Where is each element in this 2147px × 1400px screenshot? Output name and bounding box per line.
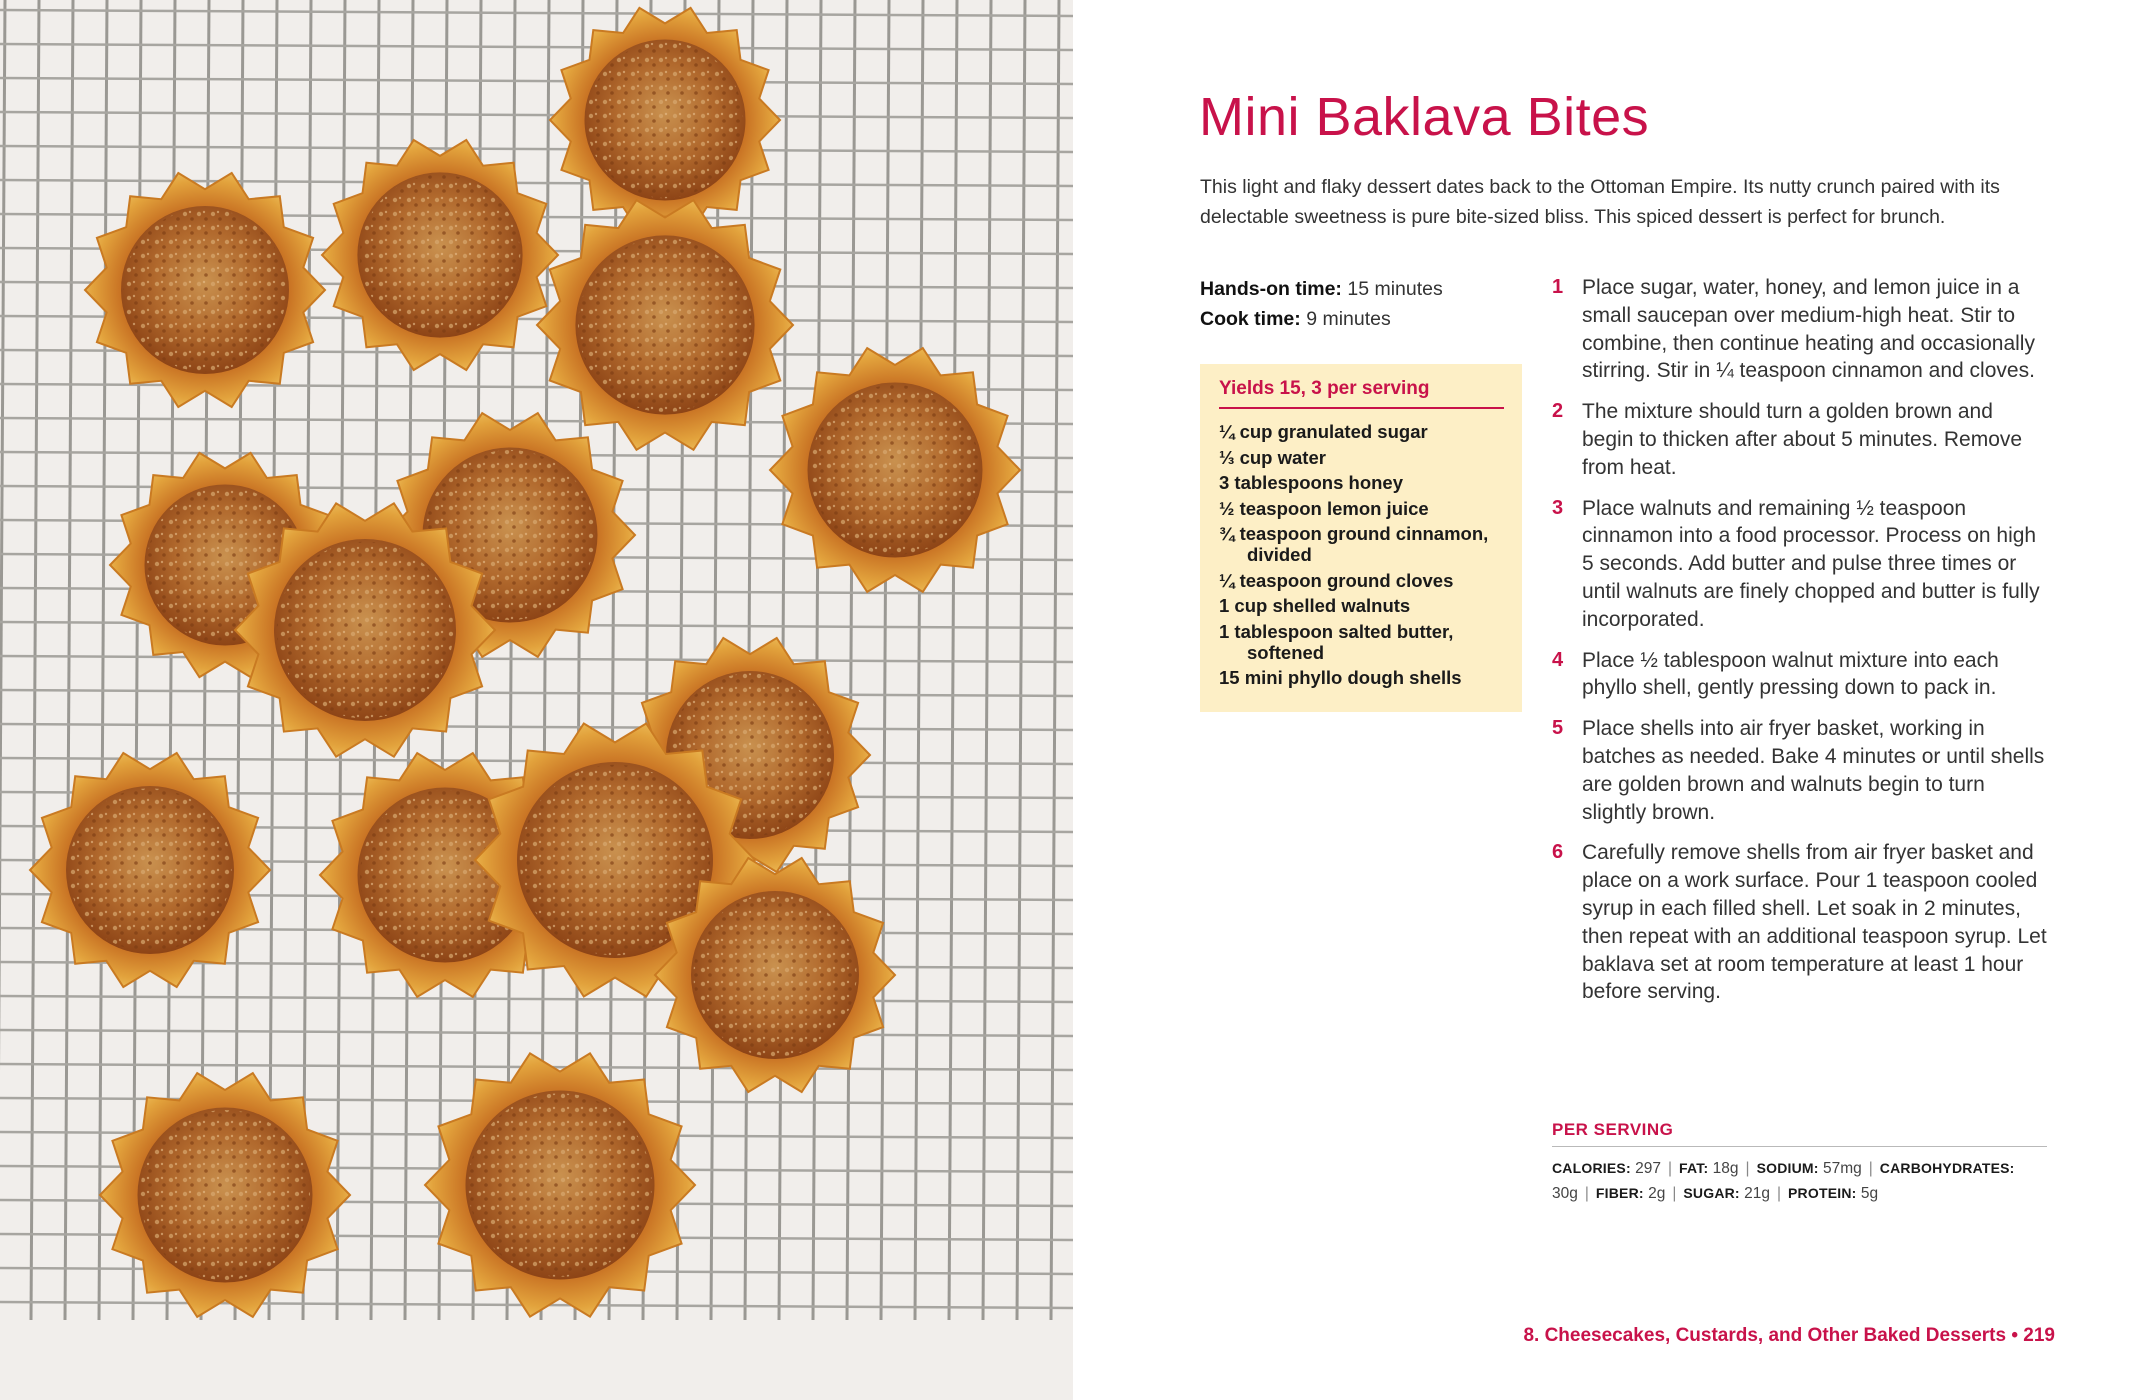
step-item bbox=[1552, 839, 2047, 1006]
separator: | bbox=[1776, 1185, 1782, 1202]
step-number: 2 bbox=[1552, 400, 1564, 423]
recipe-times bbox=[1200, 274, 1443, 334]
step-item bbox=[1552, 647, 2047, 703]
cook-value: 9 minutes bbox=[1306, 308, 1391, 330]
cook-label: Cook time: bbox=[1200, 308, 1301, 330]
step-text: Place walnuts and remaining ½ teaspoon cinnamon into a food processor. Process on high 5 seconds. Add butter and pulse three times or until walnuts are finely chopped and butter is fully incorporated. bbox=[1582, 496, 2040, 631]
step-item bbox=[1552, 495, 2047, 634]
sugar-value: 21g bbox=[1744, 1185, 1770, 1202]
yield-heading: Yields 15, 3 per serving bbox=[1219, 378, 1504, 409]
page-footer bbox=[1523, 1325, 2055, 1347]
calories-label: CALORIES: bbox=[1552, 1160, 1631, 1176]
ingredient-item: 1 cup shelled walnuts bbox=[1219, 595, 1411, 616]
calories-value: 297 bbox=[1635, 1160, 1661, 1177]
step-text: Place ½ tablespoon walnut mixture into each phyllo shell, gently pressing down to pack in. bbox=[1582, 648, 1999, 700]
page-number: 219 bbox=[2023, 1325, 2055, 1346]
recipe-title: Mini Baklava Bites bbox=[1199, 87, 1650, 147]
chapter-title: 8. Cheesecakes, Custards, and Other Baked Desserts bbox=[1523, 1325, 2007, 1346]
recipe-intro: This light and flaky dessert dates back to the Ottoman Empire. Its nutty crunch paired with its delectable sweetness is pure bite-sized bliss. This spiced dessert is perfect for brunch. bbox=[1200, 176, 2000, 228]
ingredient-item: ¾ teaspoon ground cinnamon, divided bbox=[1219, 523, 1489, 565]
nutrition-values bbox=[1552, 1156, 2047, 1206]
ingredient-item: 15 mini phyllo dough shells bbox=[1219, 667, 1462, 688]
hands-on-time bbox=[1200, 274, 1443, 304]
sodium-value: 57mg bbox=[1822, 1160, 1862, 1177]
ingredient-item: ¼ teaspoon ground cloves bbox=[1219, 569, 1454, 591]
footer-bullet: • bbox=[2011, 1325, 2019, 1346]
ingredient-item: 3 tablespoons honey bbox=[1219, 472, 1404, 493]
step-item bbox=[1552, 274, 2047, 385]
step-text: Place shells into air fryer basket, working in batches as needed. Bake 4 minutes or until shells are golden brown and walnuts begin to turn slightly brown. bbox=[1582, 717, 2045, 824]
step-item bbox=[1552, 398, 2047, 481]
carbohydrates-value: 30g bbox=[1552, 1185, 1578, 1202]
hands-on-label: Hands-on time: bbox=[1200, 278, 1342, 300]
baklava-photo-art bbox=[0, 0, 1073, 1400]
ingredient-list bbox=[1219, 421, 1504, 688]
separator: | bbox=[1745, 1160, 1750, 1177]
ingredient-item: ¼ cup granulated sugar bbox=[1219, 421, 1428, 442]
separator: | bbox=[1868, 1160, 1873, 1177]
nutrition-info bbox=[1552, 1120, 2047, 1206]
fiber-value: 2g bbox=[1648, 1185, 1666, 1202]
carbohydrates-label: CARBOHYDRATES: bbox=[1879, 1160, 2015, 1176]
step-number: 5 bbox=[1552, 717, 1564, 740]
step-number: 3 bbox=[1552, 496, 1564, 519]
ingredient-item: ½ teaspoon lemon juice bbox=[1219, 497, 1429, 519]
step-number: 4 bbox=[1552, 648, 1564, 671]
step-text: Place sugar, water, honey, and lemon juice in a small saucepan over medium-high heat. Stir to combine, then continue heating and occasionally stirring. Stir in ¼ teaspoon cinnamon and cloves. bbox=[1582, 276, 2035, 383]
step-text: The mixture should turn a golden brown and begin to thicken after about 5 minutes. Remove from heat. bbox=[1582, 400, 2023, 479]
step-item bbox=[1552, 715, 2047, 826]
baklava-photo bbox=[0, 0, 1073, 1400]
instruction-steps bbox=[1552, 274, 2047, 1019]
fat-value: 18g bbox=[1712, 1160, 1739, 1177]
protein-value: 5g bbox=[1860, 1185, 1879, 1202]
separator: | bbox=[1668, 1160, 1673, 1177]
ingredient-item: 1 tablespoon salted butter, softened bbox=[1219, 620, 1454, 663]
sodium-label: SODIUM: bbox=[1756, 1160, 1819, 1176]
ingredients-box bbox=[1200, 364, 1522, 712]
hands-on-value: 15 minutes bbox=[1347, 278, 1443, 300]
ingredient-item: ⅓ cup water bbox=[1219, 446, 1326, 468]
step-number: 1 bbox=[1552, 276, 1564, 298]
fiber-label: FIBER: bbox=[1595, 1185, 1644, 1201]
separator: | bbox=[1672, 1185, 1677, 1202]
protein-label: PROTEIN: bbox=[1788, 1185, 1857, 1201]
step-text: Carefully remove shells from air fryer basket and place on a work surface. Pour 1 teaspoon cooled syrup in each filled shell. Let soak in 2 minutes, then repeat with an additional teaspoon syrup. Let baklava set at room temperature at least 1 hour before serving. bbox=[1582, 841, 2047, 1004]
sugar-label: SUGAR: bbox=[1683, 1185, 1740, 1201]
nutrition-heading: PER SERVING bbox=[1552, 1120, 2047, 1147]
cook-time bbox=[1200, 304, 1443, 334]
fat-label: FAT: bbox=[1679, 1160, 1709, 1176]
step-number: 6 bbox=[1552, 841, 1564, 864]
separator: | bbox=[1584, 1185, 1589, 1202]
